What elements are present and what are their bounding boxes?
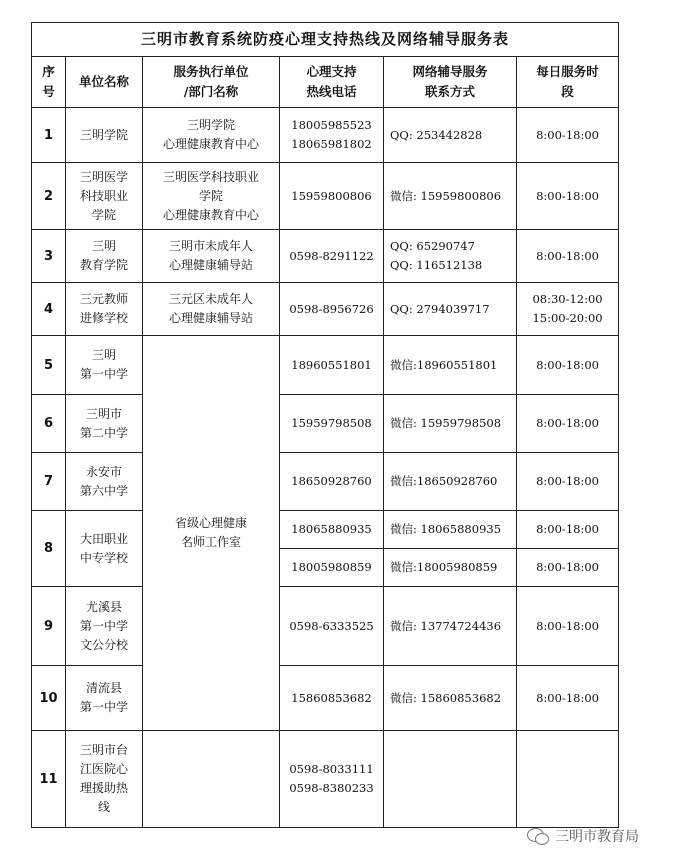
row-unit (66, 108, 143, 163)
row-unit-line: 三明学院 (79, 127, 128, 142)
row-seq: 2 (32, 163, 66, 230)
row-unit (66, 336, 143, 395)
row-exec (143, 283, 280, 336)
row-unit-line: 第一中学 (79, 700, 128, 714)
row-exec (143, 108, 280, 163)
row-online-line: 微信: 15959800806 (390, 188, 502, 203)
header-hours-line: 段 (561, 84, 574, 99)
row-unit (66, 731, 143, 828)
row-online-line: 微信: 15959798508 (390, 416, 502, 430)
shared-exec-line: 省级心理健康 (174, 516, 247, 530)
row-hotline-line: 18005985523 (291, 118, 372, 132)
row-online-line: QQ: 116512138 (390, 258, 483, 272)
row-hotline (280, 666, 384, 731)
row-seq: 5 (32, 336, 66, 395)
row-hours-line: 8:00-18:00 (536, 522, 599, 536)
row-hotline-line: 18065981802 (291, 137, 372, 151)
row-seq: 3 (32, 230, 66, 283)
row-online (384, 511, 517, 549)
row-online (384, 230, 517, 283)
service-table-container (31, 22, 618, 828)
row-seq: 9 (32, 587, 66, 666)
row-seq: 8 (32, 511, 66, 587)
row-unit-line: 学院 (91, 207, 116, 222)
table-body (32, 108, 619, 828)
row-unit-line: 永安市 (85, 464, 122, 479)
header-online (384, 57, 517, 108)
table-row (32, 666, 619, 731)
row-hours-line: 8:00-18:00 (536, 127, 599, 142)
row-hotline (280, 163, 384, 230)
table-title: 三明市教育系统防疫心理支持热线及网络辅导服务表 (32, 23, 619, 57)
header-seq-line: 序 (42, 64, 55, 79)
row-hotline (280, 283, 384, 336)
row-online-line: QQ: 2794039717 (390, 301, 490, 316)
table-row (32, 163, 619, 230)
row-unit-line: 尤溪县 (85, 599, 122, 614)
row-unit-line: 三明 (91, 348, 116, 362)
table-row (32, 395, 619, 453)
row-unit-line: 第二中学 (79, 425, 128, 440)
header-online-line: 联系方式 (424, 84, 475, 99)
row-hotline-line: 0598-8033111 (289, 762, 374, 776)
row-hotline (280, 549, 384, 587)
row-hotline-line: 0598-6333525 (289, 618, 374, 633)
row-hotline (280, 108, 384, 163)
row-unit-line: 第六中学 (79, 483, 128, 498)
row-online-line: 微信: 18065880935 (390, 522, 502, 536)
row-unit-line: 大田职业 (79, 531, 128, 546)
row-unit-line: 教育学院 (79, 258, 128, 272)
row-online-line: 微信:18960551801 (390, 357, 498, 372)
row-online-line: 微信:18650928760 (390, 474, 498, 488)
row-unit-line: 三明医学 (79, 169, 128, 184)
row-hours-line: 8:00-18:00 (536, 188, 599, 203)
row-hotline (280, 336, 384, 395)
row-online (384, 108, 517, 163)
row-online (384, 283, 517, 336)
row-hours (517, 283, 619, 336)
row-online (384, 336, 517, 395)
row-hotline (280, 587, 384, 666)
row-hotline-line: 15959800806 (291, 188, 372, 203)
row-hours (517, 336, 619, 395)
row-hotline-line: 18960551801 (291, 357, 372, 372)
row-hotline (280, 731, 384, 828)
row-unit-line: 清流县 (85, 681, 122, 695)
row-hours-line: 8:00-18:00 (536, 474, 599, 488)
row-hotline-line: 18650928760 (291, 474, 372, 488)
table-row (32, 731, 619, 828)
row-online (384, 731, 517, 828)
row-hours-line: 8:00-18:00 (536, 690, 599, 705)
row-unit-line: 线 (97, 800, 110, 814)
header-hotline (280, 57, 384, 108)
wechat-icon (527, 828, 549, 844)
row-unit-line: 三元教师 (79, 292, 128, 306)
row-hotline-line: 15959798508 (291, 416, 372, 430)
row-exec-line: 心理健康教育中心 (162, 137, 259, 151)
row-exec-line: 心理健康辅导站 (168, 258, 253, 272)
row-hotline-line: 0598-8380233 (289, 781, 374, 795)
row-online-line: 微信: 15860853682 (390, 690, 502, 705)
table-row (32, 587, 619, 666)
header-exec-line: 服务执行单位 (173, 64, 249, 79)
header-exec-line: /部门名称 (183, 84, 239, 99)
row-hotline (280, 511, 384, 549)
row-unit (66, 511, 143, 587)
row-unit (66, 283, 143, 336)
row-hours-line: 8:00-18:00 (536, 357, 599, 372)
row-hours (517, 731, 619, 828)
row-exec-line: 三元区未成年人 (168, 292, 253, 306)
row-hours (517, 395, 619, 453)
table-row (32, 453, 619, 511)
row-exec-line: 心理健康辅导站 (168, 311, 253, 325)
row-hours-line: 8:00-18:00 (536, 618, 599, 633)
row-hours (517, 230, 619, 283)
row-unit-line: 进修学校 (79, 311, 128, 325)
table-row (32, 336, 619, 395)
row-online (384, 549, 517, 587)
row-unit (66, 230, 143, 283)
row-hotline (280, 395, 384, 453)
row-unit-line: 第一中学 (79, 618, 128, 633)
row-unit-line: 中专学校 (79, 550, 128, 565)
row-hours (517, 666, 619, 731)
row-online-line: QQ: 65290747 (390, 239, 475, 253)
watermark-text: 三明市教育局 (555, 829, 639, 845)
title-row (32, 23, 619, 57)
row-exec-line: 学院 (198, 188, 223, 203)
row-hotline (280, 230, 384, 283)
row-unit-line: 三明市台 (79, 743, 128, 757)
row-hours-line: 15:00-20:00 (532, 311, 603, 325)
row-exec (143, 163, 280, 230)
row-online-line: 微信: 13774724436 (390, 618, 502, 633)
row-unit-line: 三明市 (85, 406, 122, 421)
header-hotline-line: 热线电话 (306, 84, 357, 99)
row-unit (66, 395, 143, 453)
row-hours (517, 511, 619, 549)
table-row (32, 230, 619, 283)
header-seq (32, 57, 66, 108)
row-seq: 6 (32, 395, 66, 453)
header-seq-line: 号 (42, 84, 55, 99)
header-row (32, 57, 619, 108)
row-hotline-line: 15860853682 (291, 690, 372, 705)
row-unit (66, 587, 143, 666)
row-hotline (280, 453, 384, 511)
shared-exec (143, 336, 280, 731)
row-hotline-line: 0598-8956726 (289, 301, 374, 316)
row-unit-line: 江医院心 (79, 762, 128, 776)
row-unit-line: 三明 (91, 239, 116, 253)
row-seq: 11 (32, 731, 66, 828)
row-online (384, 395, 517, 453)
header-hours (517, 57, 619, 108)
row-hours (517, 549, 619, 587)
table-row (32, 283, 619, 336)
row-unit-line: 科技职业 (79, 188, 128, 203)
wechat-watermark (527, 826, 639, 846)
row-unit-line: 理援助热 (79, 781, 128, 795)
row-online-line: 微信:18005980859 (390, 560, 498, 574)
row-hours (517, 587, 619, 666)
row-online (384, 163, 517, 230)
row-hotline-line: 18065880935 (291, 522, 372, 536)
row-hotline-line: 0598-8291122 (289, 248, 374, 263)
header-hotline-line: 心理支持 (306, 64, 357, 79)
row-online (384, 587, 517, 666)
row-exec-line: 三明市未成年人 (168, 239, 253, 253)
row-unit-line: 第一中学 (79, 367, 128, 381)
shared-exec-line: 名师工作室 (180, 535, 241, 549)
header-online-line: 网络辅导服务 (412, 64, 488, 79)
table-row (32, 108, 619, 163)
row-exec-line: 三明医学科技职业 (162, 169, 259, 184)
row-hours-line: 08:30-12:00 (532, 292, 603, 306)
row-online (384, 453, 517, 511)
row-exec-line: 三明学院 (186, 118, 235, 132)
header-hours-line: 每日服务时 (536, 64, 599, 79)
row-hours-line: 8:00-18:00 (536, 248, 599, 263)
row-hours-line: 8:00-18:00 (536, 416, 599, 430)
row-hotline-line: 18005980859 (291, 560, 372, 574)
row-hours (517, 108, 619, 163)
header-exec (143, 57, 280, 108)
row-unit (66, 666, 143, 731)
row-exec (143, 731, 280, 828)
service-table (31, 22, 619, 828)
row-unit (66, 163, 143, 230)
row-exec-line: 心理健康教育中心 (162, 207, 259, 222)
row-online (384, 666, 517, 731)
row-hours (517, 163, 619, 230)
row-unit (66, 453, 143, 511)
table-row (32, 511, 619, 549)
row-hours (517, 453, 619, 511)
row-exec (143, 230, 280, 283)
row-seq: 1 (32, 108, 66, 163)
row-unit-line: 文公分校 (79, 637, 128, 652)
row-hours-line: 8:00-18:00 (536, 560, 599, 574)
row-online-line: QQ: 253442828 (390, 127, 483, 142)
row-seq: 10 (32, 666, 66, 731)
row-seq: 4 (32, 283, 66, 336)
header-unit: 单位名称 (66, 57, 143, 108)
row-seq: 7 (32, 453, 66, 511)
